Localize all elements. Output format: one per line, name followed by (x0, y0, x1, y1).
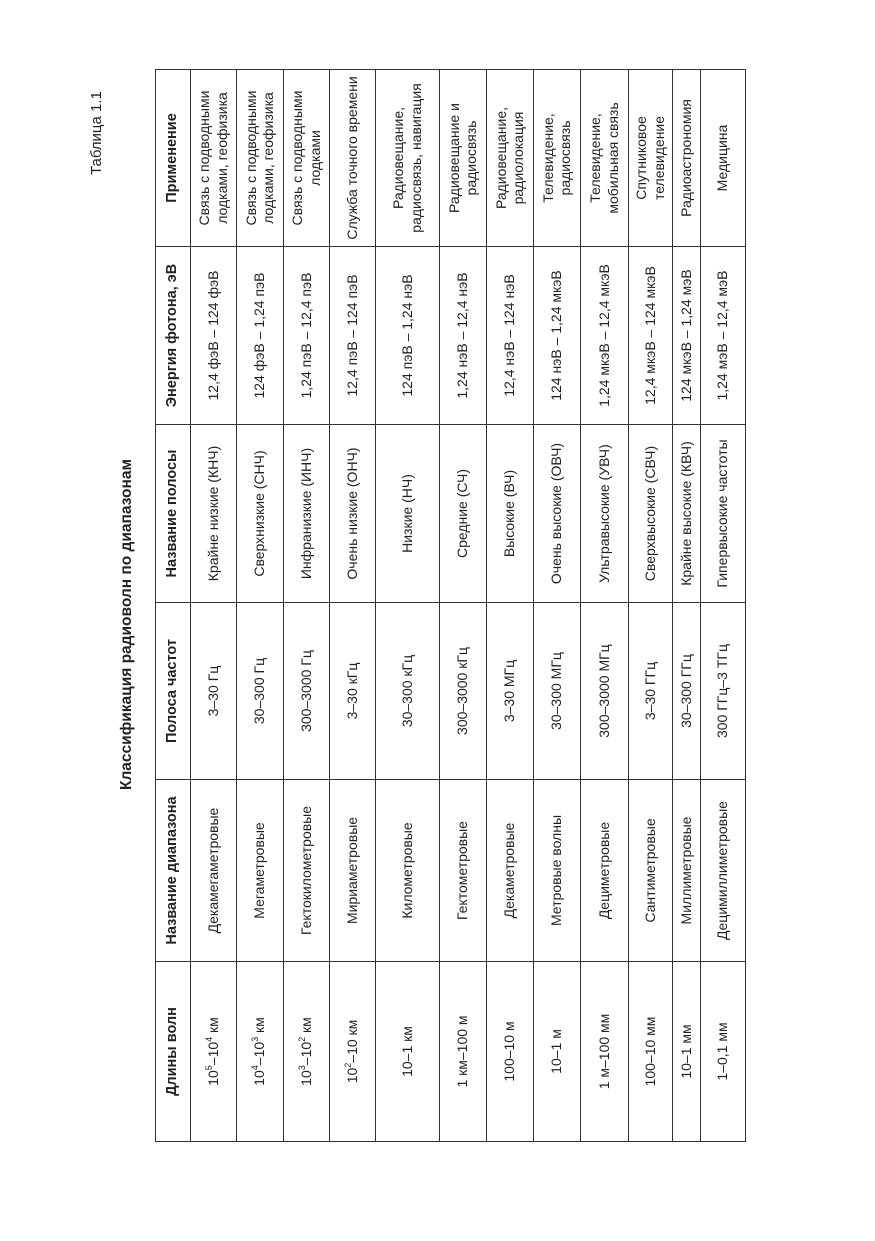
cell-application: Радиоастрономия (673, 70, 701, 247)
cell-frequency-name: Сверхнизкие (СНЧ) (237, 425, 284, 603)
table-row (487, 70, 534, 1142)
cell-application: Телевидение, радиосвязь (534, 70, 581, 247)
cell-band-name: Гектометровые (440, 780, 487, 962)
cell-frequency-name: Низкие (НЧ) (376, 425, 440, 603)
cell-band-name: Миллиметровые (673, 780, 701, 962)
header-application: Применение (156, 70, 191, 247)
cell-application: Радиовещание, радиосвязь, навигация (376, 70, 440, 247)
cell-frequency-name: Средние (СЧ) (440, 425, 487, 603)
table-row (440, 70, 487, 1142)
cell-frequency: 30–300 Гц (237, 603, 284, 780)
cell-photon-energy: 124 фэВ – 1,24 пэВ (237, 247, 284, 425)
cell-frequency-name: Очень высокие (ОВЧ) (534, 425, 581, 603)
cell-frequency: 30–300 МГц (534, 603, 581, 780)
cell-frequency: 3–30 Гц (191, 603, 237, 780)
cell-application: Связь с подводными лодками, геофизика (237, 70, 284, 247)
cell-photon-energy: 1,24 мэВ – 12,4 мэВ (701, 247, 746, 425)
cell-frequency-name: Гипервысокие частоты (701, 425, 746, 603)
cell-photon-energy: 1,24 нэВ – 12,4 нэВ (440, 247, 487, 425)
table-row (629, 70, 673, 1142)
cell-band-name: Дециметровые (581, 780, 629, 962)
cell-frequency-name: Сверхвысокие (СВЧ) (629, 425, 673, 603)
cell-photon-energy: 12,4 фэВ – 124 фэВ (191, 247, 237, 425)
cell-band-name: Децимиллиметровые (701, 780, 746, 962)
cell-band-name: Сантиметровые (629, 780, 673, 962)
cell-photon-energy: 12,4 мкэВ – 124 мкэВ (629, 247, 673, 425)
cell-wavelength: 10–1 м (534, 962, 581, 1142)
table-row (330, 70, 376, 1142)
cell-frequency-name: Очень низкие (ОНЧ) (330, 425, 376, 603)
cell-application: Спутниковое телевидение (629, 70, 673, 247)
cell-frequency-name: Крайне высокие (КВЧ) (673, 425, 701, 603)
table-row (237, 70, 284, 1142)
cell-frequency: 300–3000 кГц (440, 603, 487, 780)
cell-photon-energy: 124 мкэВ – 1,24 мэВ (673, 247, 701, 425)
header-band-name: Название диапазона (156, 780, 191, 962)
cell-frequency-name: Инфранизкие (ИНЧ) (284, 425, 330, 603)
table-row (673, 70, 701, 1142)
table-header-row (156, 70, 191, 1142)
cell-frequency-name: Высокие (ВЧ) (487, 425, 534, 603)
cell-wavelength: $10^4-10^3$ км (237, 962, 284, 1142)
cell-application: Связь с подводными лодками (284, 70, 330, 247)
cell-application: Служба точного времени (330, 70, 376, 247)
cell-band-name: Мириаметровые (330, 780, 376, 962)
cell-band-name: Километровые (376, 780, 440, 962)
header-frequency: Полоса частот (156, 603, 191, 780)
table-row (191, 70, 237, 1142)
header-wavelength: Длины волн (156, 962, 191, 1142)
cell-application: Медицина (701, 70, 746, 247)
cell-frequency: 30–300 кГц (376, 603, 440, 780)
cell-frequency: 3–30 МГц (487, 603, 534, 780)
cell-photon-energy: 1,24 мкэВ – 12,4 мкэВ (581, 247, 629, 425)
cell-band-name: Декамегаметровые (191, 780, 237, 962)
cell-photon-energy: 1,24 пэВ – 12,4 пэВ (284, 247, 330, 425)
table-row (701, 70, 746, 1142)
cell-band-name: Мегаметровые (237, 780, 284, 962)
cell-frequency: 3–30 кГц (330, 603, 376, 780)
cell-wavelength: 100–10 м (487, 962, 534, 1142)
cell-photon-energy: 12,4 пэВ – 124 пэВ (330, 247, 376, 425)
cell-frequency: 30–300 ГГц (673, 603, 701, 780)
cell-band-name: Метровые волны (534, 780, 581, 962)
table-row (581, 70, 629, 1142)
table-number-label: Таблица 1.1 (88, 91, 105, 175)
table-row (376, 70, 440, 1142)
cell-photon-energy: 124 пэВ – 1,24 нэВ (376, 247, 440, 425)
cell-wavelength: $10^5-10^4$ км (191, 962, 237, 1142)
header-frequency-name: Название полосы (156, 425, 191, 603)
table-row (534, 70, 581, 1142)
cell-band-name: Декаметровые (487, 780, 534, 962)
cell-wavelength: 100–10 мм (629, 962, 673, 1142)
cell-wavelength: 1 м–100 мм (581, 962, 629, 1142)
header-photon-energy: Энергия фотона, эВ (156, 247, 191, 425)
cell-frequency: 300–3000 МГц (581, 603, 629, 780)
cell-wavelength: 1 км–100 м (440, 962, 487, 1142)
cell-frequency-name: Ультравысокие (УВЧ) (581, 425, 629, 603)
cell-application: Радиовещание, радиолокация (487, 70, 534, 247)
cell-wavelength: 10–1 км (376, 962, 440, 1142)
cell-wavelength: $10^3-10^2$ км (284, 962, 330, 1142)
cell-wavelength: 1–0,1 мм (701, 962, 746, 1142)
cell-application: Связь с подводными лодками, геофизика (191, 70, 237, 247)
table-title: Классификация радиоволн по диапазонам (118, 459, 135, 790)
cell-frequency: 3–30 ГГц (629, 603, 673, 780)
cell-frequency-name: Крайне низкие (КНЧ) (191, 425, 237, 603)
cell-photon-energy: 124 нэВ – 1,24 мкэВ (534, 247, 581, 425)
cell-application: Телевидение, мобильная связь (581, 70, 629, 247)
cell-wavelength: 10–1 мм (673, 962, 701, 1142)
cell-application: Радиовещание и радиосвязь (440, 70, 487, 247)
cell-photon-energy: 12,4 нэВ – 124 нэВ (487, 247, 534, 425)
radio-band-table (155, 70, 735, 1142)
table-row (284, 70, 330, 1142)
cell-frequency: 300 ГГц–3 ТГц (701, 603, 746, 780)
cell-wavelength: $10^2-10$ км (330, 962, 376, 1142)
cell-band-name: Гектокилометровые (284, 780, 330, 962)
cell-frequency: 300–3000 Гц (284, 603, 330, 780)
